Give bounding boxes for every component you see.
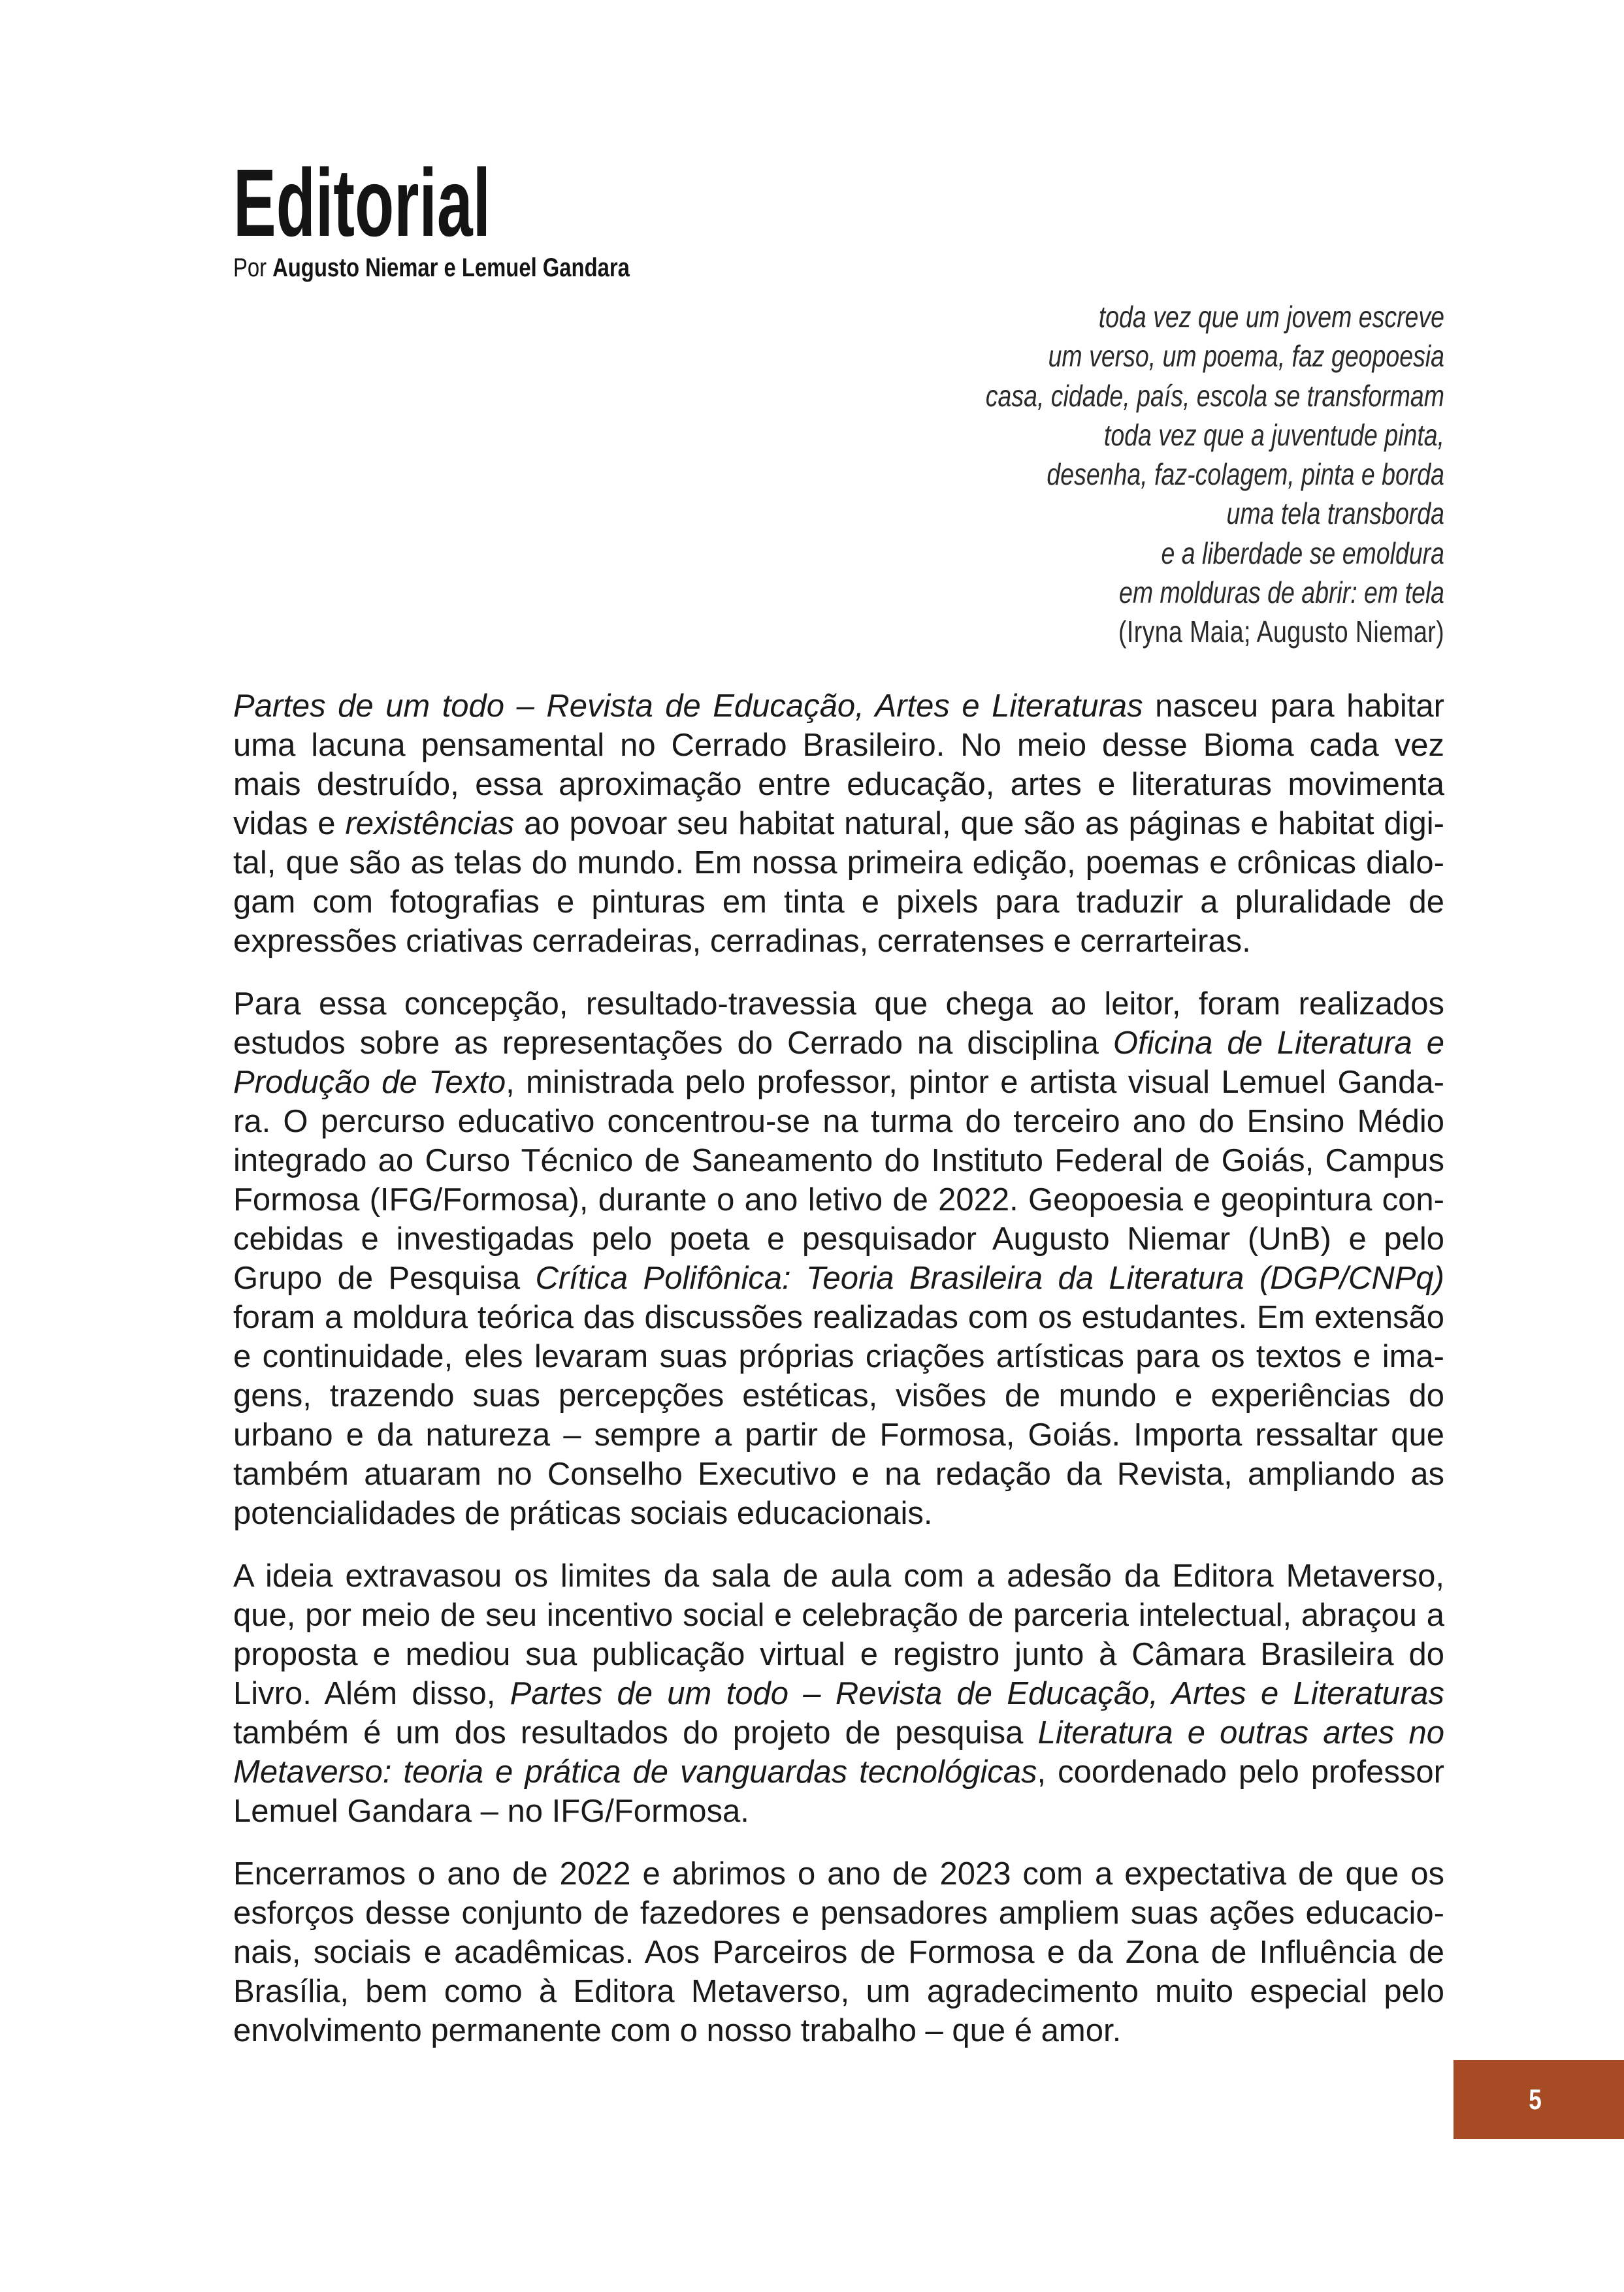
italic-text-segment: Literatura e outras artes no	[1037, 1715, 1444, 1751]
text-line	[233, 1854, 1444, 1894]
text-line	[233, 804, 1444, 843]
body-paragraph	[233, 1854, 1444, 2050]
text-line	[233, 1557, 1444, 1596]
text-segment: também é um dos resultados do projeto de pesquisa	[233, 1715, 1038, 1751]
page-title: Editorial	[233, 150, 491, 257]
italic-text-segment: rexistências	[345, 806, 515, 841]
text-segment: que, por meio de seu incentivo social e celebração de parceria intelectual, abraçou a	[233, 1598, 1444, 1633]
text-segment: integrado ao Curso Técnico de Saneamento do Instituto Federal de Goiás, Campus	[233, 1143, 1444, 1178]
text-line	[233, 1494, 1444, 1533]
epigraph-line: desenha, faz-colagem, pinta e borda	[1047, 457, 1444, 491]
text-segment: potencialidades de práticas sociais educacionais.	[233, 1496, 933, 1531]
text-segment: uma lacuna pensamental no Cerrado Brasileiro. No meio desse Bioma cada vez	[233, 728, 1444, 763]
epigraph-line: toda vez que um jovem escreve	[1098, 300, 1444, 334]
epigraph-line: e a liberdade se emoldura	[1161, 536, 1444, 570]
text-segment: gam com fotografias e pinturas em tinta e pixels para traduzir a pluralidade de	[233, 884, 1444, 920]
text-segment: nais, sociais e acadêmicas. Aos Parceiros de Formosa e da Zona de Influência de	[233, 1935, 1444, 1970]
text-segment: Encerramos o ano de 2022 e abrimos o ano de 2023 com a expectativa de que os	[233, 1856, 1444, 1892]
text-segment: , ministrada pelo professor, pintor e artista visual Lemuel Ganda-	[506, 1065, 1444, 1100]
text-line	[233, 1376, 1444, 1415]
text-line	[233, 1972, 1444, 2011]
page-number: 5	[1529, 2084, 1542, 2116]
byline-authors: Augusto Niemar e Lemuel Gandara	[272, 253, 630, 282]
text-line	[233, 1455, 1444, 1494]
text-line	[233, 1635, 1444, 1674]
text-segment: tal, que são as telas do mundo. Em nossa primeira edição, poemas e crônicas dialo-	[233, 845, 1444, 880]
text-line	[233, 1063, 1444, 1102]
byline-prefix: Por	[233, 253, 267, 282]
byline	[233, 255, 630, 281]
text-segment: Grupo de Pesquisa	[233, 1261, 536, 1296]
text-line	[233, 1298, 1444, 1337]
text-line	[233, 1180, 1444, 1219]
text-segment: envolvimento permanente com o nosso trabalho – que é amor.	[233, 2013, 1122, 2048]
text-segment: nasceu para habitar	[1143, 688, 1444, 724]
text-line	[233, 1337, 1444, 1376]
text-segment: foram a moldura teórica das discussões realizadas com os estudantes. Em extensão	[233, 1300, 1444, 1335]
text-line	[233, 1752, 1444, 1792]
text-line	[233, 1102, 1444, 1141]
body-paragraph	[233, 984, 1444, 1533]
text-line	[233, 843, 1444, 882]
text-segment: gens, trazendo suas percepções estéticas, visões de mundo e experiências do	[233, 1378, 1444, 1413]
text-segment: , coordenado pelo professor	[1037, 1754, 1444, 1790]
epigraph	[805, 297, 1444, 651]
text-line	[233, 1219, 1444, 1259]
text-segment: Formosa (IFG/Formosa), durante o ano letivo de 2022. Geopoesia e geopintura con-	[233, 1182, 1444, 1218]
text-segment: estudos sobre as representações do Cerrado na disciplina	[233, 1025, 1113, 1061]
text-line	[233, 1674, 1444, 1713]
text-line	[233, 765, 1444, 804]
page-number-tab	[1453, 2060, 1624, 2139]
text-line	[233, 1596, 1444, 1635]
text-line	[233, 686, 1444, 726]
text-line	[233, 1415, 1444, 1455]
text-segment: Lemuel Gandara – no IFG/Formosa.	[233, 1794, 749, 1829]
text-segment: expressões criativas cerradeiras, cerradinas, cerratenses e cerrarteiras.	[233, 924, 1251, 959]
epigraph-line: casa, cidade, país, escola se transformam	[985, 378, 1444, 413]
text-segment: Brasília, bem como à Editora Metaverso, um agradecimento muito especial pelo	[233, 1974, 1444, 2009]
italic-text-segment: Oficina de Literatura e	[1112, 1025, 1445, 1061]
text-segment: A ideia extravasou os limites da sala de aula com a adesão da Editora Metaverso,	[233, 1558, 1444, 1594]
text-segment: mais destruído, essa aproximação entre educação, artes e literaturas movimenta	[233, 767, 1444, 802]
text-segment: ra. O percurso educativo concentrou-se na turma do terceiro ano do Ensino Médio	[233, 1104, 1444, 1139]
italic-text-segment: Partes de um todo – Revista de Educação, Artes e Literaturas	[510, 1676, 1444, 1711]
text-line	[233, 1141, 1444, 1180]
epigraph-line: em molduras de abrir: em tela	[1119, 575, 1444, 609]
text-segment: Livro. Além disso,	[233, 1676, 510, 1711]
epigraph-line: um verso, um poema, faz geopoesia	[1048, 339, 1444, 374]
text-segment: esforços desse conjunto de fazedores e pensadores ampliem suas ações educacio-	[233, 1896, 1444, 1931]
body-paragraph	[233, 686, 1444, 961]
text-segment: vidas e	[233, 806, 346, 841]
italic-text-segment: Partes de um todo – Revista de Educação, Artes e Literaturas	[233, 688, 1143, 724]
text-segment: ao povoar seu habitat natural, que são as páginas e habitat digi-	[514, 806, 1444, 841]
text-line	[233, 1894, 1444, 1933]
italic-text-segment: Produção de Texto	[233, 1065, 506, 1100]
epigraph-line: toda vez que a juventude pinta,	[1103, 417, 1444, 452]
text-segment: urbano e da natureza – sempre a partir de Formosa, Goiás. Importa ressaltar que	[233, 1417, 1444, 1453]
epigraph-attribution: (Iryna Maia; Augusto Niemar)	[1118, 615, 1444, 649]
body-paragraph	[233, 1557, 1444, 1831]
italic-text-segment: Metaverso: teoria e prática de vanguardas tecnológicas	[233, 1754, 1037, 1790]
text-segment: também atuaram no Conselho Executivo e na redação da Revista, ampliando as	[233, 1457, 1444, 1492]
text-line	[233, 922, 1444, 961]
text-line	[233, 1933, 1444, 1972]
text-segment: proposta e mediou sua publicação virtual e registro junto à Câmara Brasileira do	[233, 1637, 1444, 1672]
epigraph-line: uma tela transborda	[1226, 496, 1444, 531]
text-segment: Para essa concepção, resultado-travessia que chega ao leitor, foram realizados	[233, 986, 1444, 1022]
text-segment: e continuidade, eles levaram suas próprias criações artísticas para os textos e ima-	[233, 1339, 1444, 1374]
text-segment: cebidas e investigadas pelo poeta e pesquisador Augusto Niemar (UnB) e pelo	[233, 1221, 1444, 1257]
text-line	[233, 1259, 1444, 1298]
text-line	[233, 1792, 1444, 1831]
text-line	[233, 726, 1444, 765]
italic-text-segment: Crítica Polifônica: Teoria Brasileira da Literatura (DGP/CNPq)	[535, 1261, 1444, 1296]
editorial-body	[233, 686, 1444, 2074]
text-line	[233, 1713, 1444, 1752]
text-line	[233, 2011, 1444, 2050]
text-line	[233, 984, 1444, 1024]
text-line	[233, 882, 1444, 922]
text-line	[233, 1024, 1444, 1063]
